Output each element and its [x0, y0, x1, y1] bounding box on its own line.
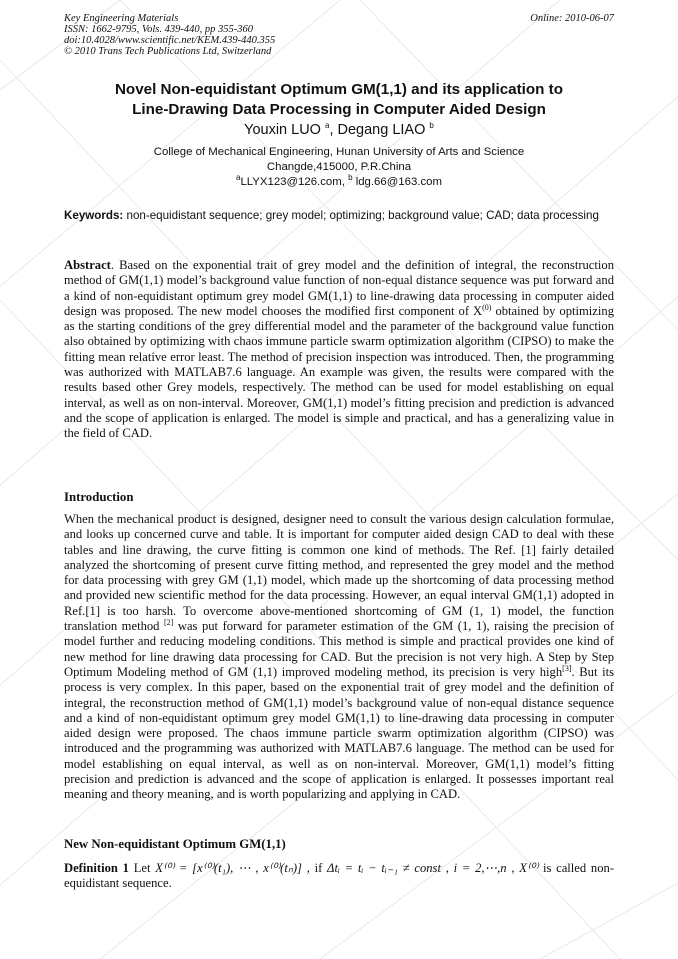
intro-text-1: When the mechanical product is designed, designer need to consult the various design calculation formulae, and looks up concerned curve and table. It is important for computer aided design CAD to deal with these tables and line drawing, the curve fitting is common one kind of methods. The Ref. [1] fairly detailed analyzed the shortcoming of present curve fitting method, and represented the grey model and the method for data processing with grey GM (1,1) model, which made up the shortcoming of data processing method and provided new scientific method for the data processing. However, an equal interval GM(1,1) adopted in Ref.[1] is too harsh. To overcome above-mentioned shortcoming of GM (1, 1) model, the function translation method	[64, 512, 614, 634]
journal-name: Key Engineering Materials	[64, 13, 179, 24]
abstract-superscript: (0)	[482, 302, 492, 312]
author-separator: ,	[329, 122, 338, 138]
definition-label: Definition 1	[64, 861, 129, 875]
online-date: Online: 2010-06-07	[530, 13, 614, 24]
affiliation-line-2: Changde,415000, P.R.China	[266, 161, 412, 173]
author-2-mark: b	[429, 121, 434, 131]
formula-interval: Δtᵢ = tᵢ − tᵢ₋₁ ≠ const	[327, 861, 441, 875]
author-1: Youxin LUO	[244, 122, 325, 138]
abstract-text-1: . Based on the exponential trait of grey model and the definition of integral, the reconstruction method of GM(1,1) model’s background value function of non-equal distance sequence was put forward and a kind of non-equidistant optimum grey model GM(1,1) to line-drawing data processing in computer aided design was proposed. The new model chooses the modified first component of X	[64, 258, 614, 318]
email-b-mark: b	[348, 173, 353, 183]
title-line-2: Line-Drawing Data Processing in Computer Aided Design	[132, 101, 546, 118]
author-list	[60, 121, 618, 139]
definition-if: , if	[301, 861, 328, 875]
definition-tail: is called non-equidistant sequence.	[64, 861, 615, 891]
author-1-mark: a	[325, 121, 330, 131]
keywords	[64, 208, 614, 223]
email-a-mark: a	[236, 173, 241, 183]
formula-x0: X⁽⁰⁾	[519, 861, 539, 875]
abstract-text-2: obtained by optimizing as the starting conditions of the grey differential model and the parameter of the background value function also obtained by optimizing with chaos immune particle swarm optimization algorithm (CIPSO) to make the fitting mean relative error least. The method of precision inspection was introduced. Then, the programming was authorized with MATLAB7.6 language. An example was given, the results were compared with the results based other Grey models, respectively. The method can be used for model establishing on equal interval, as well as on non-interval. Moreover, GM(1,1) model’s fitting precision and prediction is advanced and the scope of application is enlarged. The model is simple and practical, and has a generalizing value in the field of CAD.	[64, 303, 614, 441]
intro-text-3: . But its process is very complex. In this paper, based on the exponential trait of grey model and the definition of integral, the reconstruction method of GM(1,1) model’s background value of non-equal distance sequence and a kind of non-equidistant optimum grey model GM(1,1) to line-drawing data processing in computer aided design were proposed. The chaos immune particle swarm optimization algorithm (CIPSO) was introduced and the programming was authorized with MATLAB7.6 language. The method can be used for model establishing on equal interval, as well as on non-interval. Moreover, GM(1,1) model’s fitting precision and prediction is advanced and the scope of application is enlarged. It possesses important real meaning and theory meaning, and is worth popularizing and applying in CAD.	[64, 664, 614, 802]
abstract-label: Abstract	[64, 258, 111, 272]
keywords-text: non-equidistant sequence; grey model; optimizing; background value; CAD; data processing	[123, 209, 599, 222]
email-line	[60, 175, 618, 190]
doi-line: doi:10.4028/www.scientific.net/KEM.439-440.355	[64, 35, 276, 46]
citation-3: [3]	[562, 663, 572, 673]
paper-title	[60, 80, 618, 120]
email-a: LLYX123@126.com,	[240, 176, 349, 188]
definition-1	[64, 861, 614, 892]
citation-2: [2]	[164, 617, 174, 627]
affiliation	[60, 145, 618, 190]
affiliation-line-1: College of Mechanical Engineering, Hunan University of Arts and Science	[153, 146, 525, 158]
keywords-label: Keywords:	[64, 209, 124, 222]
introduction-heading: Introduction	[64, 490, 134, 504]
definition-comma-2: ,	[506, 861, 520, 875]
email-b: ldg.66@163.com	[352, 176, 442, 188]
formula-sequence: X⁽⁰⁾ = [x⁽⁰⁾(t₁), ⋯ , x⁽⁰⁾(tₙ)]	[155, 861, 302, 875]
issn-line: ISSN: 1662-9795, Vols. 439-440, pp 355-360	[64, 24, 253, 35]
copyright-line: © 2010 Trans Tech Publications Ltd, Switzerland	[64, 46, 272, 57]
author-2: Degang LIAO	[337, 122, 430, 138]
journal-header	[64, 13, 275, 57]
formula-index: i = 2,⋯,n	[453, 861, 507, 875]
definition-comma: ,	[440, 861, 454, 875]
intro-text-2: was put forward for parameter estimation of the GM (1, 1), raising the precision of model further and reducing modeling conditions. This method is simple and practical provides one kind of new method for line drawing data processing for CAD. But the precision is not very high. A Step by Step Optimum Modeling method of GM (1,1) improved modeling method, its precision is very high	[64, 619, 615, 679]
section-heading: New Non-equidistant Optimum GM(1,1)	[64, 837, 286, 851]
abstract	[64, 258, 614, 442]
definition-let: Let	[128, 861, 156, 875]
title-line-1: Novel Non-equidistant Optimum GM(1,1) and its application to	[114, 81, 564, 98]
introduction-body	[64, 512, 614, 803]
